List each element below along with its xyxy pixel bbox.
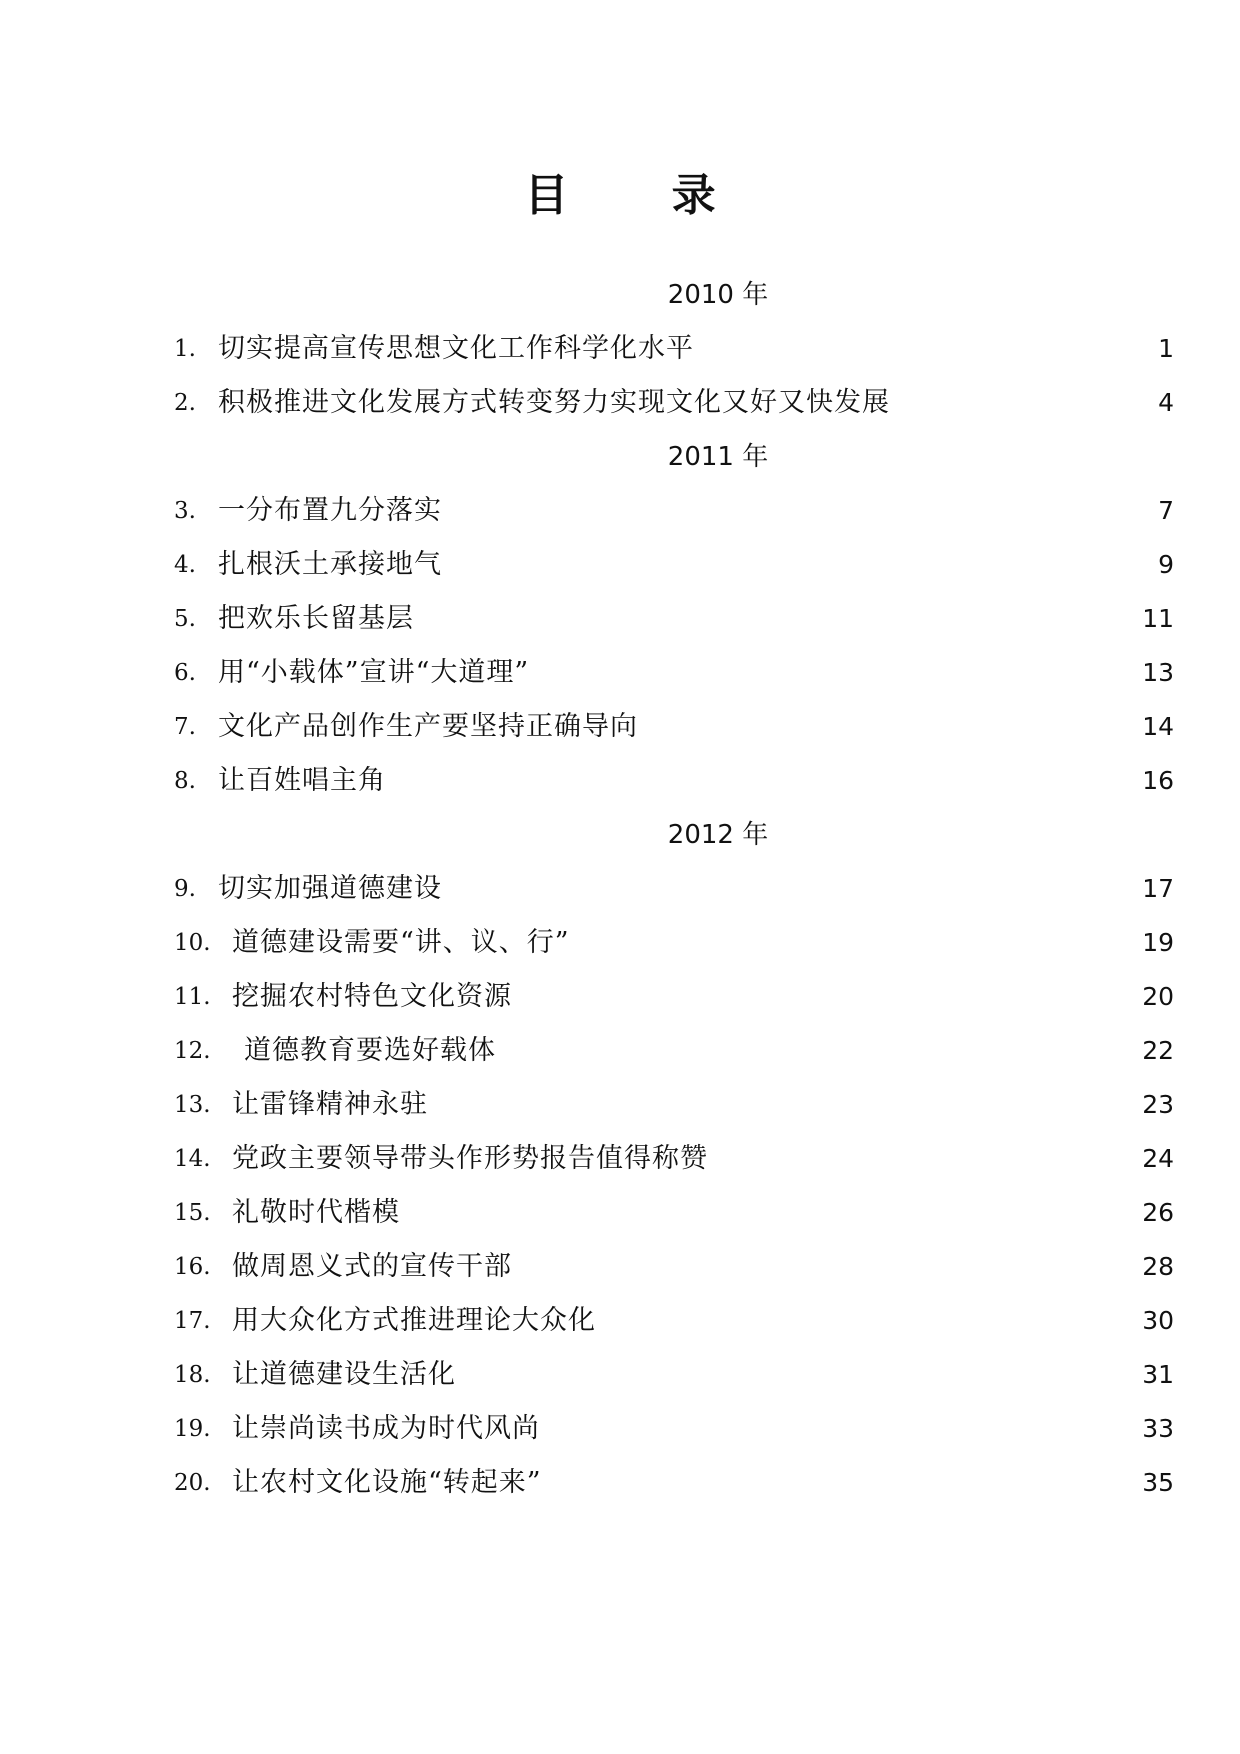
- entry-number: 17.: [174, 1308, 211, 1334]
- entry-page-number: 23: [1142, 1090, 1174, 1119]
- entry-title: 让崇尚读书成为时代风尚: [232, 1413, 540, 1444]
- entry-title: 让道德建设生活化: [232, 1359, 456, 1390]
- toc-entry[interactable]: [174, 1186, 1174, 1240]
- toc-entry[interactable]: [174, 1294, 1174, 1348]
- entry-page-number: 16: [1142, 766, 1174, 795]
- table-of-contents: [174, 268, 1174, 1510]
- entry-number: 3.: [174, 498, 196, 524]
- entry-page-number: 24: [1142, 1144, 1174, 1173]
- entry-page-number: 7: [1158, 496, 1174, 525]
- entry-number: 13.: [174, 1092, 211, 1118]
- entry-page-number: 22: [1142, 1036, 1174, 1065]
- entry-title: 道德建设需要“讲、议、行”: [232, 927, 570, 958]
- toc-entry[interactable]: [174, 1078, 1174, 1132]
- entry-number: 18.: [174, 1362, 211, 1388]
- entry-number: 6.: [174, 660, 196, 686]
- entry-title: 扎根沃土承接地气: [218, 549, 442, 580]
- toc-entry[interactable]: [174, 646, 1174, 700]
- entry-page-number: 30: [1142, 1306, 1174, 1335]
- entry-page-number: 19: [1142, 928, 1174, 957]
- entry-page-number: 33: [1142, 1414, 1174, 1443]
- toc-entry[interactable]: [174, 754, 1174, 808]
- toc-entry[interactable]: [174, 1132, 1174, 1186]
- entry-title: 党政主要领导带头作形势报告值得称赞: [232, 1143, 708, 1174]
- entry-page-number: 9: [1158, 550, 1174, 579]
- entry-title: 礼敬时代楷模: [232, 1197, 400, 1228]
- entry-number: 1.: [174, 336, 196, 362]
- entry-title: 做周恩义式的宣传干部: [232, 1251, 512, 1282]
- entry-page-number: 4: [1158, 388, 1174, 417]
- entry-number: 15.: [174, 1200, 211, 1226]
- year-heading-2010: 2010 年: [667, 280, 769, 310]
- toc-entry[interactable]: [174, 592, 1174, 646]
- entry-title: 切实加强道德建设: [218, 873, 442, 904]
- toc-entry[interactable]: [174, 484, 1174, 538]
- entry-page-number: 20: [1142, 982, 1174, 1011]
- toc-entry[interactable]: [174, 862, 1174, 916]
- entry-title: 切实提高宣传思想文化工作科学化水平: [218, 333, 694, 364]
- entry-number: 19.: [174, 1416, 211, 1442]
- page-title: 目 录: [524, 170, 760, 221]
- entry-number: 7.: [174, 714, 196, 740]
- entry-title: 让百姓唱主角: [218, 765, 386, 796]
- year-heading-2011: 2011 年: [667, 442, 769, 472]
- entry-page-number: 17: [1142, 874, 1174, 903]
- entry-number: 2.: [174, 390, 196, 416]
- entry-title: 把欢乐长留基层: [218, 603, 414, 634]
- entry-page-number: 31: [1142, 1360, 1174, 1389]
- toc-entry[interactable]: [174, 1456, 1174, 1510]
- toc-entry[interactable]: [174, 700, 1174, 754]
- entry-number: 12.: [174, 1038, 211, 1064]
- entry-number: 11.: [174, 984, 211, 1010]
- entry-number: 16.: [174, 1254, 211, 1280]
- entry-number: 14.: [174, 1146, 211, 1172]
- entry-title: 文化产品创作生产要坚持正确导向: [218, 711, 638, 742]
- toc-entry[interactable]: [174, 1024, 1174, 1078]
- entry-page-number: 14: [1142, 712, 1174, 741]
- entry-title: 一分布置九分落实: [218, 495, 442, 526]
- entry-number: 10.: [174, 930, 211, 956]
- entry-title: 用“小载体”宣讲“大道理”: [218, 657, 530, 688]
- toc-entry[interactable]: [174, 1402, 1174, 1456]
- entry-number: 5.: [174, 606, 196, 632]
- entry-title: 挖掘农村特色文化资源: [232, 981, 512, 1012]
- entry-number: 8.: [174, 768, 196, 794]
- toc-entry[interactable]: [174, 538, 1174, 592]
- entry-page-number: 26: [1142, 1198, 1174, 1227]
- entry-page-number: 35: [1142, 1468, 1174, 1497]
- entry-title: 让农村文化设施“转起来”: [232, 1467, 542, 1498]
- entry-page-number: 11: [1142, 604, 1174, 633]
- entry-number: 4.: [174, 552, 196, 578]
- entry-number: 20.: [174, 1470, 211, 1496]
- year-heading-2012: 2012 年: [667, 820, 769, 850]
- entry-page-number: 28: [1142, 1252, 1174, 1281]
- entry-page-number: 1: [1158, 334, 1174, 363]
- entry-title: 用大众化方式推进理论大众化: [232, 1305, 596, 1336]
- toc-entry[interactable]: [174, 970, 1174, 1024]
- toc-entry[interactable]: [174, 1240, 1174, 1294]
- toc-entry[interactable]: [174, 322, 1174, 376]
- entry-number: 9.: [174, 876, 196, 902]
- entry-title: 让雷锋精神永驻: [232, 1089, 428, 1120]
- toc-entry[interactable]: [174, 1348, 1174, 1402]
- toc-entry[interactable]: [174, 916, 1174, 970]
- toc-entry[interactable]: [174, 376, 1174, 430]
- entry-title: 积极推进文化发展方式转变努力实现文化又好又快发展: [218, 387, 890, 418]
- entry-page-number: 13: [1142, 658, 1174, 687]
- entry-title: 道德教育要选好载体: [244, 1035, 496, 1066]
